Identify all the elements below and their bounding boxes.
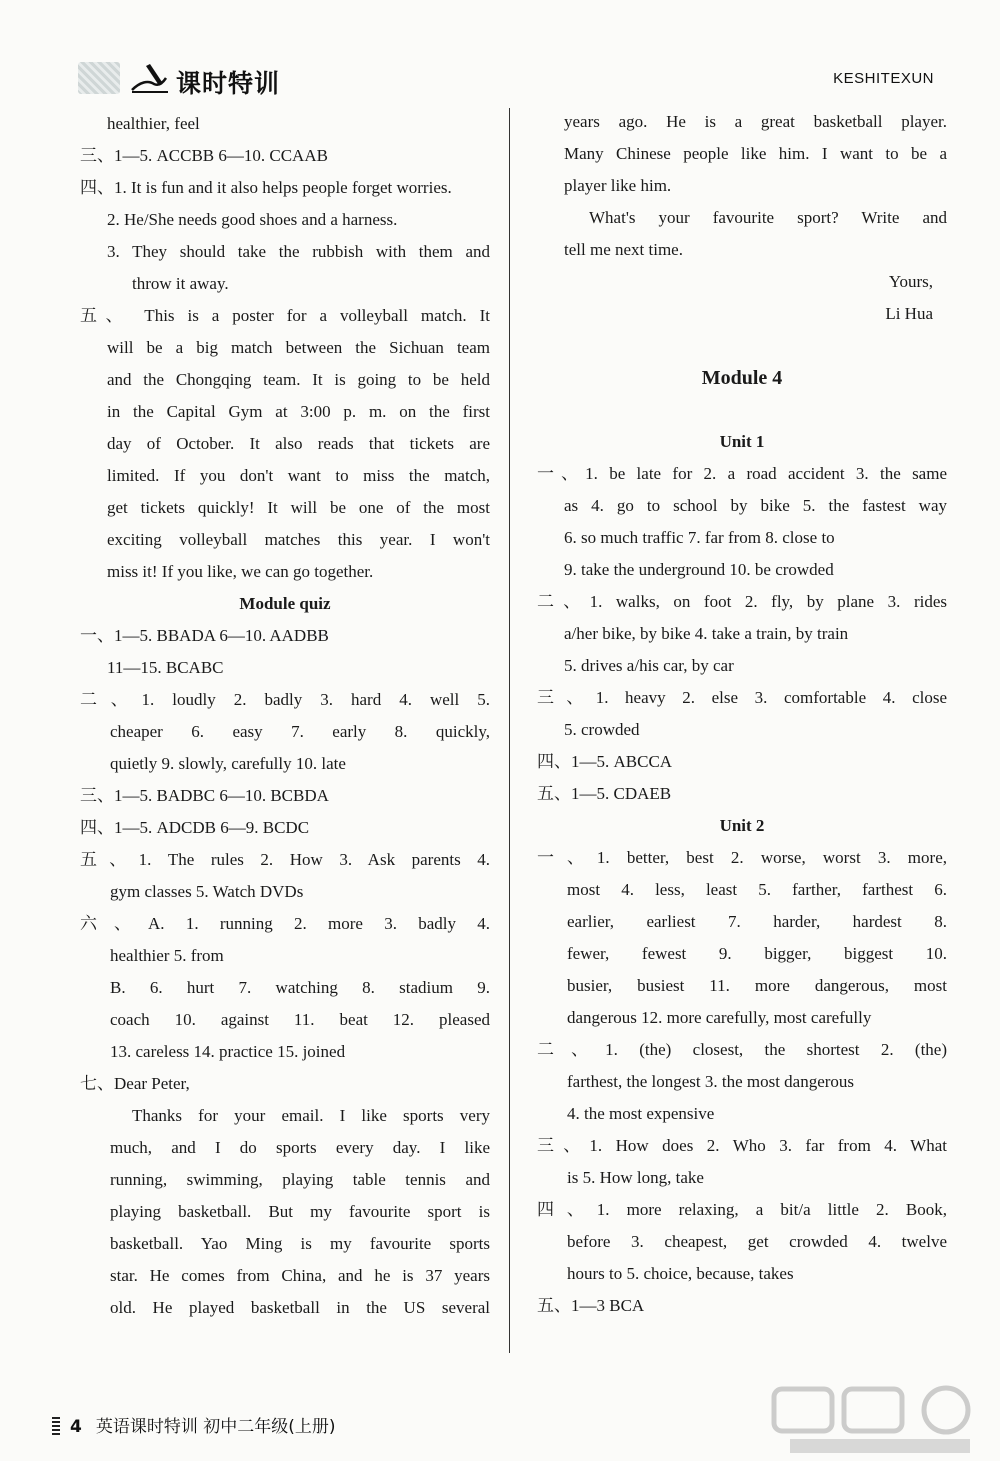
right-line: farthest, the longest 3. the most dangerous [567, 1072, 855, 1091]
right-line: 9. take the underground 10. be crowded [564, 560, 834, 579]
right-line: Many Chinese people like him. I want to be a [564, 144, 947, 163]
page-header [0, 0, 1000, 105]
right-line [537, 330, 947, 362]
book-title: 英语课时特训 初中二年级(上册) [95, 1417, 336, 1437]
left-line: get tickets quickly! It will be one of the most [107, 498, 490, 517]
right-line: 4. the most expensive [567, 1104, 715, 1123]
left-column [80, 108, 490, 1324]
right-line: Yours, [888, 272, 933, 291]
page-number: 4 [70, 1417, 82, 1437]
pen-logo-icon [128, 60, 172, 96]
left-line: running, swimming, playing table tennis and [110, 1170, 490, 1189]
right-column [537, 106, 947, 1322]
right-line: 五、1—5. CDAEB [537, 784, 672, 803]
right-line: fewer, fewest 9. bigger, biggest 10. [567, 944, 947, 963]
left-line: and the Chongqing team. It is going to be held [107, 370, 490, 389]
right-line: is 5. How long, take [567, 1168, 704, 1187]
right-line: a/her bike, by bike 4. take a train, by train [564, 624, 849, 643]
right-line: 五、1—3 BCA [537, 1296, 645, 1315]
right-line: Unit 2 [719, 816, 765, 835]
left-line: miss it! If you like, we can go together. [107, 562, 374, 581]
left-line: 二、1. loudly 2. badly 3. hard 4. well 5. [80, 690, 490, 709]
left-line: 11—15. BCABC [107, 658, 224, 677]
right-line: hours to 5. choice, because, takes [567, 1264, 794, 1283]
right-line: 三、1. How does 2. Who 3. far from 4. What [537, 1136, 947, 1155]
left-line: will be a big match between the Sichuan team [107, 338, 490, 357]
left-line: 三、1—5. ACCBB 6—10. CCAAB [80, 146, 328, 165]
right-line: What's your favourite sport? Write and [589, 208, 947, 227]
left-line: B. 6. hurt 7. watching 8. stadium 9. [110, 978, 490, 997]
brand-title-en: KESHITEXUN [833, 70, 934, 87]
right-line: 二、1. (the) closest, the shortest 2. (the) [537, 1040, 947, 1059]
right-line: Unit 1 [719, 432, 765, 451]
left-line: playing basketball. But my favourite sport is [110, 1202, 490, 1221]
left-line: old. He played basketball in the US several [110, 1298, 490, 1317]
left-line: in the Capital Gym at 3:00 p. m. on the first [107, 402, 490, 421]
left-line: 四、1—5. ADCDB 6—9. BCDC [80, 818, 310, 837]
left-line: limited. If you don't want to miss the match, [107, 466, 490, 485]
watermark-logo [770, 1385, 990, 1457]
left-line: much, and I do sports every day. I like [110, 1138, 490, 1157]
right-line: dangerous 12. more carefully, most carefully [567, 1008, 872, 1027]
logo-pattern [78, 62, 120, 94]
left-line: 13. careless 14. practice 15. joined [110, 1042, 346, 1061]
brand-title: 课时特训 [176, 69, 281, 98]
left-line: 六、A. 1. running 2. more 3. badly 4. [80, 914, 490, 933]
left-line: gym classes 5. Watch DVDs [110, 882, 304, 901]
right-line: 一、1. better, best 2. worse, worst 3. more, [537, 848, 947, 867]
left-line: 3. They should take the rubbish with them and [107, 242, 490, 261]
left-line: 七、Dear Peter, [80, 1074, 190, 1093]
right-line: 6. so much traffic 7. far from 8. close to [564, 528, 835, 547]
right-line: 一、1. be late for 2. a road accident 3. the same [537, 464, 947, 483]
right-line: Li Hua [885, 304, 933, 323]
left-line: throw it away. [132, 274, 229, 293]
left-line: coach 10. against 11. beat 12. pleased [110, 1010, 490, 1029]
right-line: 三、1. heavy 2. else 3. comfortable 4. close [537, 688, 947, 707]
column-divider [509, 108, 510, 1353]
right-line: 5. crowded [564, 720, 640, 739]
right-line: 5. drives a/his car, by car [564, 656, 734, 675]
page-footer [52, 1412, 336, 1437]
left-line: basketball. Yao Ming is my favourite sports [110, 1234, 490, 1253]
right-line: years ago. He is a great basketball player. [564, 112, 947, 131]
right-line: busier, busiest 11. more dangerous, most [567, 976, 947, 995]
right-line: earlier, earliest 7. harder, hardest 8. [567, 912, 947, 931]
right-line: as 4. go to school by bike 5. the fastest way [564, 496, 947, 515]
left-line: exciting volleyball matches this year. I won't [107, 530, 490, 549]
right-line: player like him. [564, 176, 672, 195]
left-line: 一、1—5. BBADA 6—10. AADBB [80, 626, 329, 645]
left-line: healthier, feel [107, 114, 200, 133]
left-line: cheaper 6. easy 7. early 8. quickly, [110, 722, 490, 741]
right-line: tell me next time. [564, 240, 683, 259]
footer-mark [52, 1417, 60, 1435]
right-line: 四、1. more relaxing, a bit/a little 2. Book, [537, 1200, 947, 1219]
left-line: Thanks for your email. I like sports very [132, 1106, 490, 1125]
right-line [537, 394, 947, 426]
left-line: 四、1. It is fun and it also helps people forget worries. [80, 178, 452, 197]
left-line: Module quiz [239, 594, 331, 613]
left-line: quietly 9. slowly, carefully 10. late [110, 754, 346, 773]
left-line: 2. He/She needs good shoes and a harness. [107, 210, 398, 229]
right-line: Module 4 [701, 367, 783, 389]
left-line: 三、1—5. BADBC 6—10. BCBDA [80, 786, 329, 805]
left-line: star. He comes from China, and he is 37 years [110, 1266, 490, 1285]
right-line: before 3. cheapest, get crowded 4. twelve [567, 1232, 947, 1251]
left-line: day of October. It also reads that tickets are [107, 434, 490, 453]
right-line: 二、1. walks, on foot 2. fly, by plane 3. rides [537, 592, 947, 611]
left-line: 五、 This is a poster for a volleyball match. It [80, 306, 490, 325]
left-line: 五、1. The rules 2. How 3. Ask parents 4. [80, 850, 490, 869]
right-line: 四、1—5. ABCCA [537, 752, 673, 771]
right-line: most 4. less, least 5. farther, farthest 6. [567, 880, 947, 899]
left-line: healthier 5. from [110, 946, 224, 965]
